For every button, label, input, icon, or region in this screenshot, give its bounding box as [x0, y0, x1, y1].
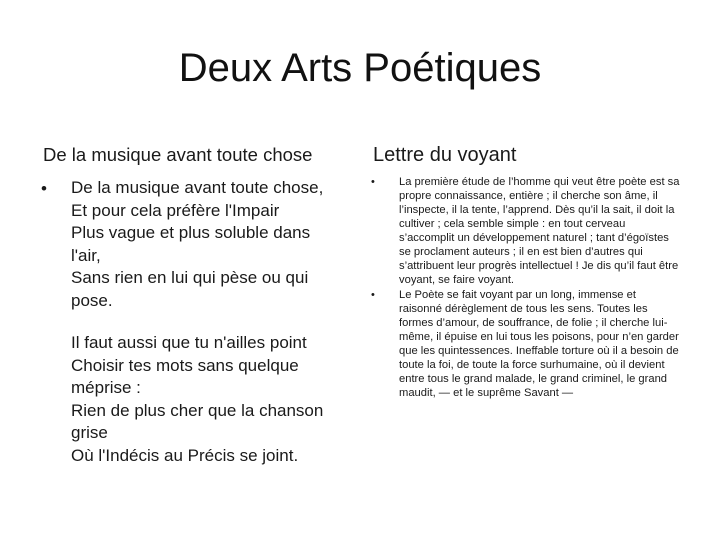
slide-title: Deux Arts Poétiques — [178, 46, 542, 90]
letter-paragraph-1: La première étude de l’homme qui veut être poète est sa propre connaissance, entière ; il cherche son âme, il l’inspecte, il la tente, l’apprend. Dès qu’il la sait, il doit la cultiver ; cela semble simple : en tout cerveau s’accomplit un développement naturel ; tant d’égoïstes se proclament auteurs ; il en est bien d’autres qui s’attribuent leur progrès intellectuel ! Je dis qu’il faut être voyant, se faire voyant. — [399, 176, 680, 286]
bullet-icon: • — [41, 179, 47, 198]
right-column-heading: Lettre du voyant — [373, 144, 517, 166]
bullet-icon: • — [371, 289, 375, 301]
poem-bullet — [41, 177, 341, 312]
bullet-icon: • — [371, 176, 375, 188]
poem-stanza-1: De la musique avant toute chose, Et pour cela préfère l'Impair Plus vague et plus soluble dans l'air, Sans rien en lui qui pèse ou qui pose. — [71, 178, 324, 310]
letter-paragraph-2: Le Poète se fait voyant par un long, immense et raisonné dérèglement de tous les sens. Toutes les formes d’amour, de souffrance, de folie ; il cherche lui-même, il épuise en lui tous les poisons, pour n’en garder que les quintessences. Ineffable torture où il a besoin de toute la foi, de toute la force surhumaine, où il devient entre tous le grand malade, le grand criminel, le grand maudit, — et le suprême Savant — — [399, 289, 679, 399]
letter-bullet-1 — [371, 175, 681, 287]
right-column-body — [371, 175, 681, 400]
letter-bullet-2 — [371, 288, 681, 400]
left-column-body — [41, 177, 341, 467]
left-column-heading: De la musique avant toute chose — [43, 144, 313, 165]
poem-stanza-2: Il faut aussi que tu n'ailles point Choisir tes mots sans quelque méprise : Rien de plus cher que la chanson grise Où l'Indécis au Précis se joint. — [71, 333, 324, 465]
